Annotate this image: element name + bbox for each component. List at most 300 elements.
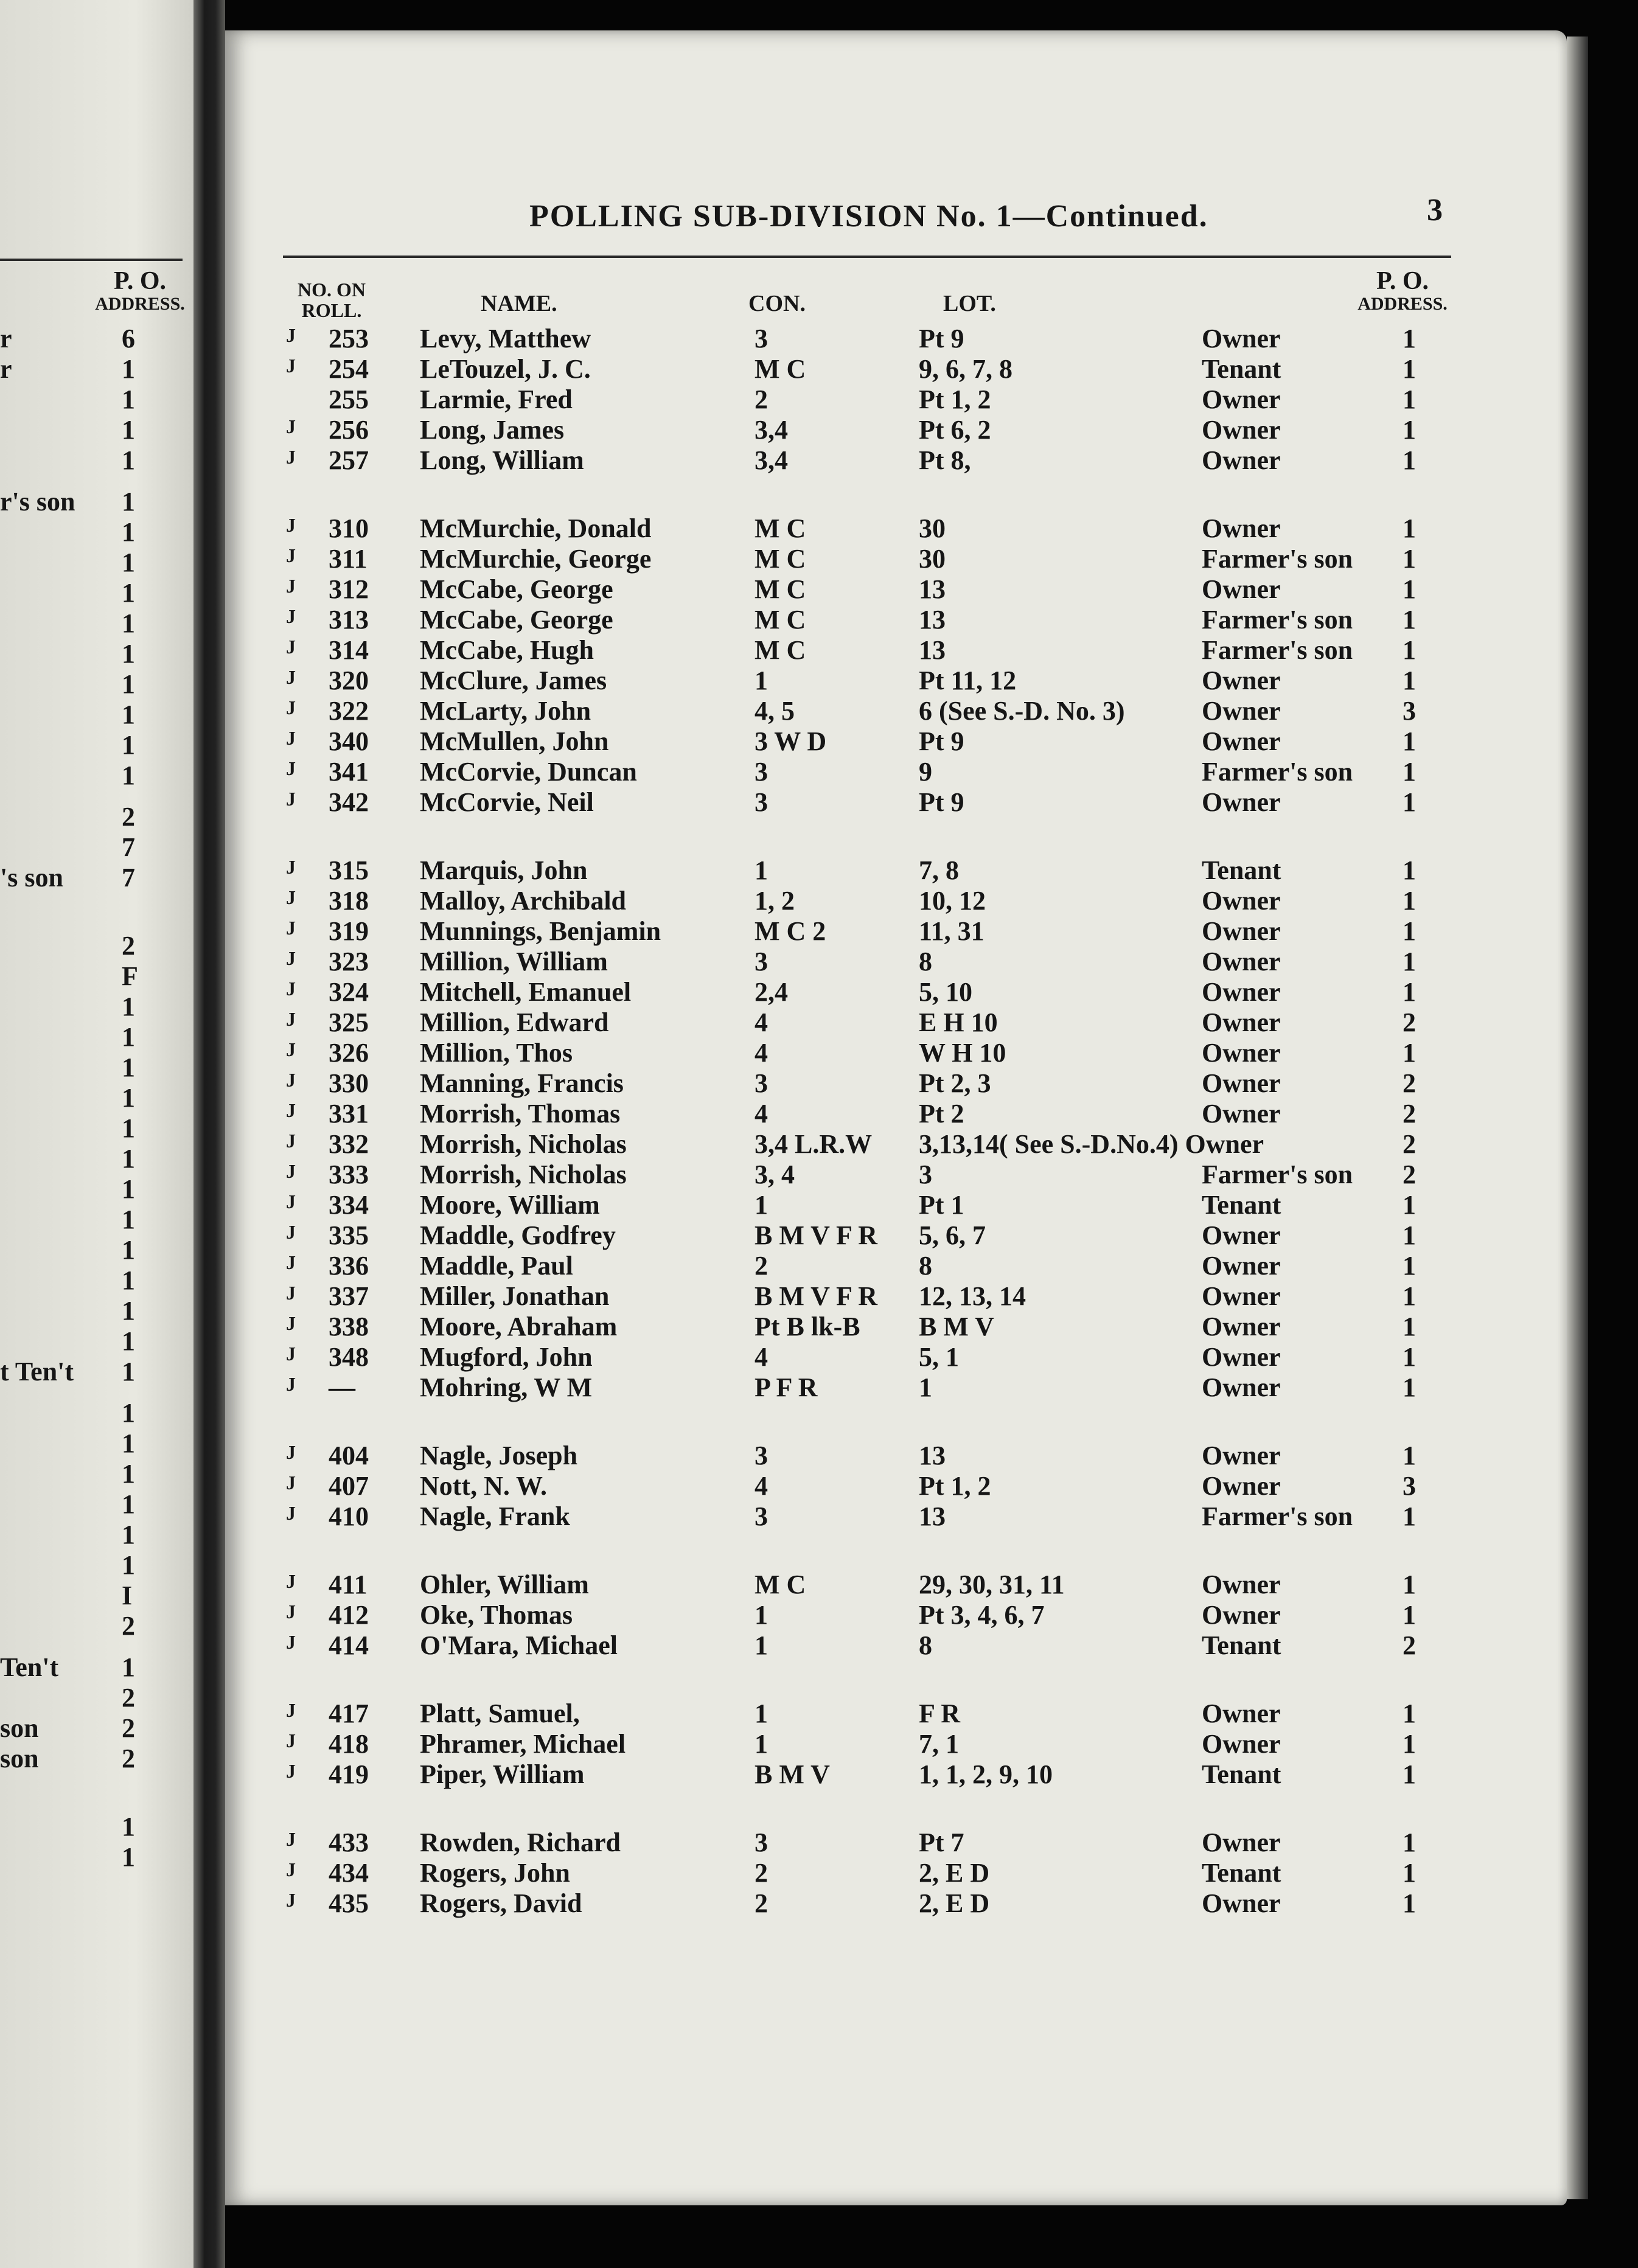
roll-marker: J [286,1699,296,1721]
left-fragment-address: 1 [122,415,135,445]
roll-number: 254 [329,354,369,384]
left-fragment-address: 1 [122,700,135,729]
col-header-con: CON. [748,291,806,316]
voter-name: Maddle, Godfrey [420,1220,616,1250]
left-fragment-address: 1 [122,1205,135,1234]
lot: 5, 6, 7 [919,1220,986,1250]
concession: 4 [755,1342,768,1372]
voter-status: Farmer's son [1202,1501,1353,1531]
left-fragment-address: 1 [122,1489,135,1519]
lot: 7, 8 [919,855,959,885]
left-fragment-address: F [122,961,138,991]
concession: M C [755,544,806,574]
po-address: 1 [1403,1342,1416,1372]
left-fragment-text: t Ten't [0,1357,74,1386]
roll-number: 410 [329,1501,369,1531]
voter-status: Farmer's son [1202,635,1353,665]
table-row [0,546,1638,576]
concession: M C [755,635,806,665]
po-address: 2 [1403,1129,1416,1159]
table-row [0,356,1638,386]
table-row [0,1313,1638,1344]
table-row [0,1283,1638,1313]
voter-name: Phramer, Michael [420,1729,626,1759]
concession: 3 [755,1828,768,1857]
voter-status: Owner [1202,726,1281,756]
roll-number: 325 [329,1007,369,1037]
po-address: 1 [1403,1372,1416,1402]
voter-name: Larmie, Fred [420,384,573,414]
voter-status: Owner [1202,1251,1281,1281]
left-fragment-address: 1 [122,1428,135,1458]
lot: 13 [919,605,946,635]
lot: 3,13,14( See S.-D.No.4) Owner [919,1129,1264,1159]
roll-marker: J [286,978,296,1000]
roll-marker: J [286,666,296,688]
voter-status: Owner [1202,787,1281,817]
left-fragment-address: 7 [122,832,135,862]
left-fragment-row [0,489,183,519]
voter-name: Manning, Francis [420,1068,624,1098]
po-address: 1 [1403,1759,1416,1789]
lot: Pt 6, 2 [919,415,991,445]
po-address: 1 [1403,1038,1416,1068]
roll-number: 315 [329,855,369,885]
voter-status: Owner [1202,384,1281,414]
po-address: 1 [1403,757,1416,787]
roll-number: 412 [329,1600,369,1630]
voter-name: Long, James [420,415,565,445]
roll-marker: J [286,1099,296,1121]
table-row [0,918,1638,948]
po-address: 1 [1403,1699,1416,1728]
roll-marker: J [286,1570,296,1592]
roll-number: 404 [329,1441,369,1470]
voter-status: Owner [1202,977,1281,1007]
voter-status: Owner [1202,1099,1281,1129]
voter-name: Long, William [420,445,584,475]
po-address: 1 [1403,1570,1416,1599]
po-address: 1 [1403,445,1416,475]
voter-status: Owner [1202,947,1281,976]
lot: 9 [919,757,932,787]
lot: 1 [919,1372,932,1402]
voter-status: Tenant [1202,354,1281,384]
table-row [0,1473,1638,1503]
left-fragment-text: r [0,354,12,384]
voter-status: Tenant [1202,1858,1281,1888]
table-row [0,1890,1638,1921]
lot: 13 [919,1441,946,1470]
roll-number: 326 [329,1038,369,1068]
lot: 12, 13, 14 [919,1281,1026,1311]
roll-number: 418 [329,1729,369,1759]
left-header-rule [0,259,183,261]
page-title: POLLING SUB-DIVISION No. 1—Continued. [529,199,1208,234]
roll-number: 314 [329,635,369,665]
table-row [0,1101,1638,1131]
concession: 1 [755,666,768,695]
voter-name: McMullen, John [420,726,609,756]
roll-number: 338 [329,1312,369,1341]
voter-name: McCabe, Hugh [420,635,594,665]
concession: M C [755,605,806,635]
table-row [0,857,1638,888]
voter-name: Marquis, John [420,855,588,885]
voter-status: Tenant [1202,1190,1281,1220]
roll-marker: J [286,1191,296,1212]
voter-status: Owner [1202,574,1281,604]
roll-number: 407 [329,1471,369,1501]
left-fragment-address: 2 [122,802,135,832]
concession: 2 [755,1888,768,1918]
lot: Pt 3, 4, 6, 7 [919,1600,1045,1630]
table-row [0,667,1638,698]
voter-name: Morrish, Nicholas [420,1129,627,1159]
voter-name: Rowden, Richard [420,1828,621,1857]
voter-name: McCabe, George [420,574,613,604]
roll-marker: J [286,1601,296,1623]
roll-marker: J [286,788,296,810]
voter-name: McCorvie, Duncan [420,757,637,787]
lot: F R [919,1699,961,1728]
roll-number: 333 [329,1160,369,1189]
table-row [0,1571,1638,1602]
voter-name: Rogers, David [420,1888,582,1918]
concession: 3 [755,1068,768,1098]
roll-marker: J [286,1373,296,1395]
left-fragment-address: 1 [122,578,135,608]
po-address: 1 [1403,513,1416,543]
po-address: 3 [1403,1471,1416,1501]
lot: 13 [919,574,946,604]
table-row [0,1161,1638,1192]
voter-name: Mohring, W M [420,1372,593,1402]
roll-marker: J [286,324,296,346]
left-fragment-address: 2 [122,1611,135,1641]
roll-marker: J [286,575,296,597]
voter-name: McCabe, George [420,605,613,635]
left-fragment-address: 1 [122,1083,135,1113]
roll-number: 312 [329,574,369,604]
left-fragment-address: 1 [122,1459,135,1489]
voter-name: Moore, Abraham [420,1312,618,1341]
roll-marker: J [286,1343,296,1365]
roll-number: 324 [329,977,369,1007]
voter-status: Owner [1202,513,1281,543]
voter-status: Owner [1202,916,1281,946]
lot: 30 [919,513,946,543]
lot: Pt 1, 2 [919,384,991,414]
lot: 3 [919,1160,932,1189]
left-fragment-address: 1 [122,517,135,547]
table-row [0,979,1638,1009]
concession: 1 [755,1190,768,1220]
left-fragment-address: 1 [122,1265,135,1295]
roll-number: — [329,1372,355,1402]
table-row [0,607,1638,637]
concession: Pt B lk-B [755,1312,860,1341]
table-row [0,1700,1638,1731]
concession: 3, 4 [755,1160,795,1189]
left-fragment-address: 1 [122,639,135,669]
left-fragment-address: 2 [122,1683,135,1713]
voter-status: Owner [1202,1342,1281,1372]
left-fragment-address: 1 [122,1235,135,1265]
voter-status: Owner [1202,415,1281,445]
left-fragment-address: 1 [122,1052,135,1082]
roll-marker: J [286,1038,296,1060]
left-fragment-address: 7 [122,863,135,892]
concession: 3 W D [755,726,827,756]
lot: Pt 9 [919,324,964,353]
table-row [0,728,1638,759]
voter-status: Owner [1202,1600,1281,1630]
concession: 3 [755,947,768,976]
left-fragment-address: 1 [122,1296,135,1326]
roll-marker: J [286,917,296,939]
concession: 2 [755,1858,768,1888]
voter-status: Owner [1202,666,1281,695]
table-row [0,1602,1638,1632]
roll-marker: J [286,1889,296,1911]
voter-status: Owner [1202,886,1281,916]
roll-marker: J [286,416,296,437]
po-address: 1 [1403,1828,1416,1857]
lot: Pt 9 [919,787,964,817]
voter-status: Owner [1202,1699,1281,1728]
lot: 10, 12 [919,886,986,916]
table-row [0,1253,1638,1283]
roll-marker: J [286,544,296,566]
concession: 3 [755,757,768,787]
left-fragment-address: 2 [122,1744,135,1773]
roll-number: 322 [329,696,369,726]
roll-marker: J [286,1160,296,1182]
roll-number: 257 [329,445,369,475]
left-fragment-address: 2 [122,931,135,961]
voter-name: Moore, William [420,1190,600,1220]
left-fragment-address: 1 [122,1144,135,1174]
header-rule [283,256,1451,258]
roll-number: 417 [329,1699,369,1728]
table-row [0,759,1638,789]
roll-marker: J [286,1828,296,1850]
voter-status: Farmer's son [1202,544,1353,574]
lot: 29, 30, 31, 11 [919,1570,1065,1599]
voter-name: McLarty, John [420,696,591,726]
po-address: 3 [1403,696,1416,726]
lot: 9, 6, 7, 8 [919,354,1012,384]
voter-name: Nott, N. W. [420,1471,548,1501]
lot: Pt 9 [919,726,964,756]
lot: 5, 10 [919,977,972,1007]
po-address: 2 [1403,1160,1416,1189]
voter-status: Owner [1202,1372,1281,1402]
concession: 3 [755,1441,768,1470]
concession: 3,4 [755,415,788,445]
roll-marker: J [286,1631,296,1653]
voter-status: Owner [1202,1281,1281,1311]
left-fragment-text: 's son [0,863,63,892]
concession: M C [755,354,806,384]
roll-number: 335 [329,1220,369,1250]
lot: 7, 1 [919,1729,959,1759]
roll-marker: J [286,1008,296,1030]
voter-name: O'Mara, Michael [420,1630,618,1660]
concession: 4 [755,1471,768,1501]
voter-name: Maddle, Paul [420,1251,573,1281]
concession: 4, 5 [755,696,795,726]
left-fragment-address: 1 [122,1022,135,1052]
table-row [0,576,1638,607]
lot: Pt 7 [919,1828,964,1857]
po-address: 1 [1403,1312,1416,1341]
voter-status: Owner [1202,324,1281,353]
po-address: 1 [1403,1220,1416,1250]
roll-number: 435 [329,1888,369,1918]
roll-number: 337 [329,1281,369,1311]
po-address: 1 [1403,855,1416,885]
left-fragment-address: 1 [122,445,135,475]
voter-status: Owner [1202,1729,1281,1759]
voter-status: Farmer's son [1202,757,1353,787]
roll-marker: J [286,757,296,779]
roll-marker: J [286,446,296,468]
roll-number: 341 [329,757,369,787]
lot: 6 (See S.-D. No. 3) [919,696,1125,726]
roll-number: 253 [329,324,369,353]
table-row [0,1731,1638,1761]
lot: 2, E D [919,1888,990,1918]
table-row [0,1829,1638,1860]
roll-marker: J [286,1221,296,1243]
voter-name: McMurchie, George [420,544,652,574]
roll-marker: J [286,1282,296,1304]
concession: B M V [755,1759,830,1789]
lot: E H 10 [919,1007,998,1037]
left-fragment-address: 1 [122,992,135,1021]
left-po-header [85,268,195,314]
left-fragment-address: 1 [122,730,135,760]
po-address: 1 [1403,916,1416,946]
po-address: 1 [1403,977,1416,1007]
voter-name: McMurchie, Donald [420,513,652,543]
table-row [0,1131,1638,1161]
po-address: 1 [1403,1251,1416,1281]
concession: 2 [755,1251,768,1281]
voter-name: Million, Thos [420,1038,573,1068]
lot: 1, 1, 2, 9, 10 [919,1759,1053,1789]
voter-status: Owner [1202,1007,1281,1037]
po-address: 1 [1403,605,1416,635]
left-fragment-address: 1 [122,760,135,790]
roll-number: 255 [329,384,369,414]
concession: 4 [755,1038,768,1068]
table-row [0,1503,1638,1534]
left-fragment-address: 1 [122,1326,135,1356]
roll-number: 342 [329,787,369,817]
table-row [0,1442,1638,1473]
table-row [0,1192,1638,1222]
roll-number: 319 [329,916,369,946]
lot: B M V [919,1312,994,1341]
table-row [0,1040,1638,1070]
concession: M C [755,513,806,543]
page-number: 3 [1427,193,1443,228]
table-row [0,1070,1638,1101]
table-row [0,1860,1638,1890]
left-fragment-address: 1 [122,354,135,384]
table-row [0,386,1638,417]
table-row [0,417,1638,447]
po-address: 1 [1403,787,1416,817]
voter-name: McCorvie, Neil [420,787,594,817]
roll-marker: J [286,1069,296,1091]
left-fragment-address: 1 [122,1812,135,1842]
concession: 1 [755,1600,768,1630]
table-row [0,789,1638,819]
left-fragment-text: son [0,1713,39,1743]
roll-marker: J [286,514,296,536]
roll-number: 318 [329,886,369,916]
po-address: 1 [1403,1190,1416,1220]
left-fragment-address: 1 [122,1550,135,1580]
po-address: 2 [1403,1007,1416,1037]
po-address: 1 [1403,1888,1416,1918]
voter-name: Malloy, Archibald [420,886,627,916]
voter-status: Owner [1202,1068,1281,1098]
left-fragment-address: 2 [122,1713,135,1743]
voter-status: Owner [1202,1312,1281,1341]
po-address: 1 [1403,666,1416,695]
table-row [0,637,1638,667]
po-address: 1 [1403,1281,1416,1311]
roll-marker: J [286,727,296,749]
roll-number: 348 [329,1342,369,1372]
po-address: 1 [1403,886,1416,916]
roll-marker: J [286,856,296,878]
col-header-name: NAME. [481,291,557,316]
left-fragment-text: r's son [0,487,75,517]
col-header-address-label: ADDRESS. [1357,294,1448,315]
table-row [0,1632,1638,1663]
voter-name: Oke, Thomas [420,1600,573,1630]
concession: M C [755,1570,806,1599]
roll-number: 340 [329,726,369,756]
roll-number: 434 [329,1858,369,1888]
voter-name: Morrish, Thomas [420,1099,621,1129]
table-row [0,1344,1638,1374]
left-fragment-text: Ten't [0,1652,59,1682]
po-address: 1 [1403,354,1416,384]
po-address: 1 [1403,947,1416,976]
table-row [0,325,1638,356]
roll-number: 331 [329,1099,369,1129]
table-row [0,1761,1638,1792]
voter-name: Nagle, Joseph [420,1441,578,1470]
po-address: 1 [1403,1501,1416,1531]
lot: 13 [919,1501,946,1531]
roll-number: 313 [329,605,369,635]
left-fragment-address: 6 [122,324,135,353]
lot: 5, 1 [919,1342,959,1372]
lot: Pt 11, 12 [919,666,1017,695]
po-address: 1 [1403,726,1416,756]
concession: 1 [755,1630,768,1660]
roll-marker: J [286,1441,296,1463]
col-header-po-label: P. O. [1376,267,1429,295]
